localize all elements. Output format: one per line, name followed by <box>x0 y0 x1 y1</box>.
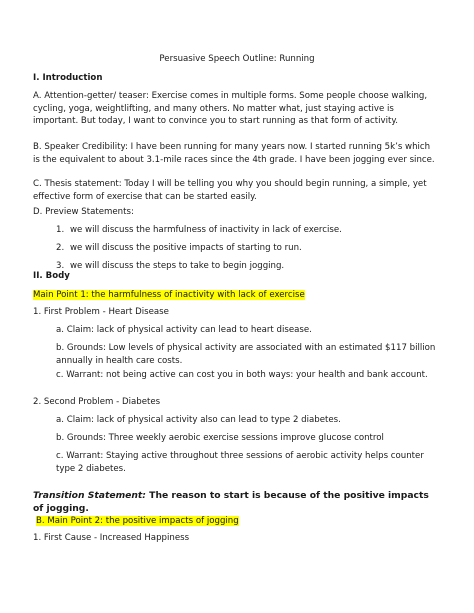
problem-1-warrant: c. Warrant: not being active can cost you in both ways: your health and bank account. <box>56 370 428 380</box>
body-heading: II. Body <box>33 271 70 281</box>
document-title: Persuasive Speech Outline: Running <box>159 54 315 64</box>
list-number: 2. <box>56 243 65 253</box>
problem-2-claim: a. Claim: lack of physical activity also can lead to type 2 diabetes. <box>56 415 341 425</box>
main-point-1-highlight: Main Point 1: the harmfulness of inactivity with lack of exercise <box>33 290 305 300</box>
list-number: 1. <box>56 225 65 235</box>
list-text: we will discuss the steps to take to begin jogging. <box>70 261 285 271</box>
list-text: we will discuss the positive impacts of starting to run. <box>70 243 302 253</box>
problem-2-grounds: b. Grounds: Three weekly aerobic exercise sessions improve glucose control <box>56 433 384 443</box>
list-item <box>56 242 436 255</box>
main-point-2-highlight: B. Main Point 2: the positive impacts of jogging <box>36 516 239 526</box>
list-text: we will discuss the harmfulness of inactivity in lack of exercise. <box>70 225 342 235</box>
transition-text: The reason to start is because of the positive impacts of jogging. <box>33 490 429 514</box>
problem-2-warrant: c. Warrant: Staying active throughout three sessions of aerobic activity helps counter type 2 diabetes. <box>56 451 424 474</box>
list-number: 3. <box>56 261 65 271</box>
problem-1-grounds: b. Grounds: Low levels of physical activity are associated with an estimated $117 billion annually in health care costs. <box>56 343 436 366</box>
preview-heading: D. Preview Statements: <box>33 207 134 217</box>
transition-label: Transition Statement: <box>33 490 146 501</box>
problem-2-heading: 2. Second Problem - Diabetes <box>33 397 161 407</box>
problem-1-claim: a. Claim: lack of physical activity can lead to heart disease. <box>56 325 312 335</box>
thesis-paragraph: C. Thesis statement: Today I will be telling you why you should begin running, a simple, yet effective form of exercise that can be started easily. <box>33 179 427 202</box>
list-item <box>56 224 436 237</box>
main-point-2 <box>36 515 436 528</box>
main-point-1 <box>33 289 436 302</box>
speaker-credibility-paragraph: B. Speaker Credibility: I have been running for many years now. I started running 5k’s which is the equivalent to about 3.1-mile races since the 4th grade. I have been jogging ever since. <box>33 142 435 165</box>
attention-getter-paragraph: A. Attention-getter/ teaser: Exercise comes in multiple forms. Some people choose walking, cycling, yoga, weightlifting, and many others. No matter what, just staying active is important. But today, I want to convince you to start running as that form of activity. <box>33 91 428 127</box>
problem-1-heading: 1. First Problem - Heart Disease <box>33 307 169 317</box>
transition-statement <box>33 489 436 515</box>
introduction-heading: I. Introduction <box>33 73 103 83</box>
cause-1-heading: 1. First Cause - Increased Happiness <box>33 533 190 543</box>
